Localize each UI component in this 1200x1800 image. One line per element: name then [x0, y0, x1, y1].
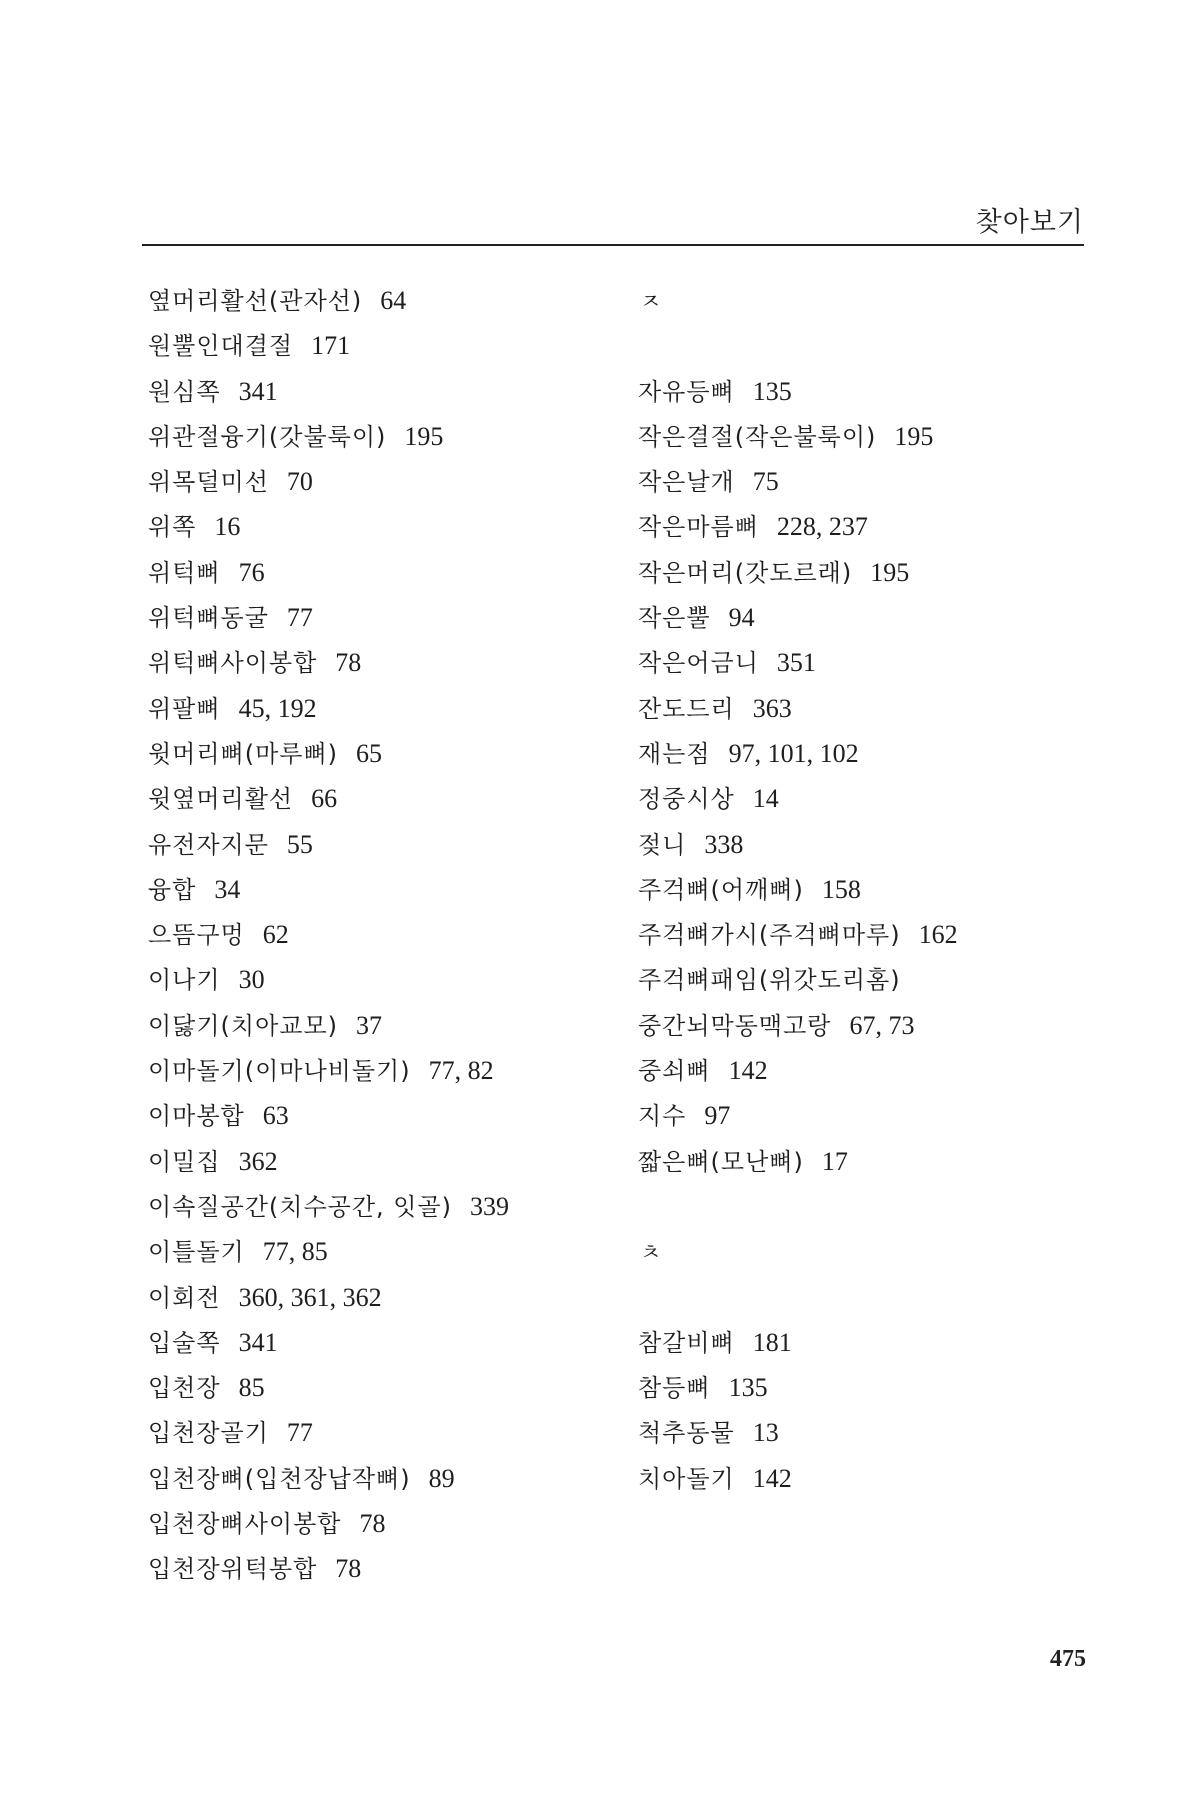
index-term: 위쪽 — [148, 513, 197, 542]
index-page-refs: 142 — [752, 1463, 792, 1493]
index-page-refs: 70 — [286, 467, 313, 497]
index-page-refs: 75 — [752, 467, 779, 497]
index-entry — [638, 912, 1098, 957]
index-page-refs: 341 — [238, 1327, 278, 1357]
index-page-refs: 37 — [356, 1010, 383, 1040]
index-page-refs: 135 — [728, 1373, 768, 1403]
index-page-refs: 341 — [238, 376, 278, 406]
index-term: 작은마름뼈 — [638, 513, 759, 542]
index-entry — [148, 1410, 618, 1455]
index-entry — [148, 1365, 618, 1410]
index-term: 중간뇌막동맥고랑 — [638, 1011, 832, 1040]
index-page-refs: 14 — [752, 784, 779, 814]
index-term: 지수 — [638, 1102, 687, 1131]
index-entry — [638, 369, 1098, 414]
index-page-refs: 34 — [214, 874, 241, 904]
index-page-refs: 78 — [335, 1554, 362, 1584]
index-section-heading — [638, 278, 1098, 323]
index-page-refs: 85 — [238, 1373, 265, 1403]
index-entry — [638, 731, 1098, 776]
index-page-refs: 360, 361, 362 — [238, 1282, 382, 1312]
index-term: 이닳기(치아교모) — [148, 1011, 339, 1040]
index-term: 원뿔인대결절 — [148, 332, 294, 361]
index-entry — [638, 1410, 1098, 1455]
index-entry — [638, 686, 1098, 731]
index-page-refs: 76 — [238, 557, 265, 587]
index-term: 참등뼈 — [638, 1374, 711, 1403]
index-term: 이마봉합 — [148, 1102, 245, 1131]
index-term: 윗머리뼈(마루뼈) — [148, 739, 339, 768]
index-spacer — [638, 323, 1098, 368]
index-term: 젖니 — [638, 830, 687, 859]
index-term: 입술쪽 — [148, 1328, 221, 1357]
index-entry — [148, 912, 618, 957]
index-entry — [638, 640, 1098, 685]
index-page-refs: 55 — [286, 829, 313, 859]
index-page-refs: 338 — [704, 829, 744, 859]
index-entry — [148, 1320, 618, 1365]
index-spacer — [638, 1184, 1098, 1229]
index-term: 주걱뼈패임(위갓도리홈) — [638, 966, 901, 995]
index-entry — [638, 1456, 1098, 1501]
index-entry — [638, 776, 1098, 821]
index-entry — [638, 550, 1098, 595]
index-term: 척추동물 — [638, 1419, 735, 1448]
index-term: 입천장 — [148, 1374, 221, 1403]
index-page-refs: 181 — [752, 1327, 792, 1357]
index-term: 작은머리(갓도르래) — [638, 558, 853, 587]
index-page-refs: 228, 237 — [776, 512, 868, 542]
section-letter: ㅊ — [640, 1241, 663, 1267]
index-page-refs: 65 — [356, 738, 383, 768]
running-header-title: 찾아보기 — [975, 207, 1084, 238]
index-entry — [148, 504, 618, 549]
index-entry — [148, 822, 618, 867]
index-page-refs: 351 — [776, 648, 816, 678]
index-entry — [148, 686, 618, 731]
index-term: 위턱뼈 — [148, 558, 221, 587]
index-entry — [638, 1048, 1098, 1093]
index-entry — [148, 1456, 618, 1501]
index-term: 작은어금니 — [638, 649, 759, 678]
index-page-refs: 77 — [286, 603, 313, 633]
index-entry — [148, 1093, 618, 1138]
index-entry — [148, 278, 618, 323]
index-entry — [148, 640, 618, 685]
index-page-refs: 195 — [404, 421, 444, 451]
index-section-heading — [638, 1229, 1098, 1274]
index-entry — [148, 1501, 618, 1546]
index-page-refs: 195 — [870, 557, 910, 587]
index-page-refs: 162 — [918, 920, 958, 950]
index-entry — [148, 1003, 618, 1048]
index-term: 주걱뼈(어깨뼈) — [638, 875, 804, 904]
index-page-refs: 77, 85 — [262, 1237, 328, 1267]
index-page-refs: 63 — [262, 1101, 289, 1131]
index-term: 중쇠뼈 — [638, 1057, 711, 1086]
index-term: 위목덜미선 — [148, 468, 269, 497]
index-entry — [638, 957, 1098, 1002]
index-term: 입천장위턱봉합 — [148, 1555, 318, 1584]
index-term: 짧은뼈(모난뼈) — [638, 1147, 804, 1176]
index-term: 윗옆머리활선 — [148, 785, 294, 814]
index-entry — [148, 1546, 618, 1591]
index-term: 작은뿔 — [638, 604, 711, 633]
index-term: 이틀돌기 — [148, 1238, 245, 1267]
index-page-refs: 13 — [752, 1418, 779, 1448]
index-term: 위팔뼈 — [148, 694, 221, 723]
index-entry — [638, 504, 1098, 549]
index-entry — [638, 1320, 1098, 1365]
index-entry — [148, 1229, 618, 1274]
index-entry — [148, 776, 618, 821]
index-entry — [148, 459, 618, 504]
index-entry — [148, 414, 618, 459]
page-number: 475 — [1050, 1646, 1086, 1672]
index-entry — [148, 323, 618, 368]
index-entry — [638, 1365, 1098, 1410]
index-term: 원심쪽 — [148, 377, 221, 406]
index-entry — [148, 731, 618, 776]
index-term: 작은날개 — [638, 468, 735, 497]
index-term: 작은결절(작은불룩이) — [638, 422, 877, 451]
index-term: 주걱뼈가시(주걱뼈마루) — [638, 921, 901, 950]
index-page-refs: 195 — [894, 421, 934, 451]
index-column-left — [148, 278, 618, 1592]
index-term: 유전자지문 — [148, 830, 269, 859]
index-column-right — [638, 278, 1098, 1501]
index-page-refs: 363 — [752, 693, 792, 723]
index-page-refs: 135 — [752, 376, 792, 406]
index-term: 입천장뼈(입천장납작뼈) — [148, 1464, 411, 1493]
index-page-refs: 77, 82 — [428, 1056, 494, 1086]
index-term: 이마돌기(이마나비돌기) — [148, 1057, 411, 1086]
index-entry — [148, 867, 618, 912]
index-page-refs: 89 — [428, 1463, 455, 1493]
index-entry — [638, 1139, 1098, 1184]
index-entry — [638, 595, 1098, 640]
index-page-refs: 78 — [359, 1509, 386, 1539]
index-term: 이나기 — [148, 966, 221, 995]
index-page-refs: 30 — [238, 965, 265, 995]
index-page-refs: 97 — [704, 1101, 731, 1131]
index-page-refs: 78 — [335, 648, 362, 678]
index-term: 위턱뼈사이봉합 — [148, 649, 318, 678]
index-page-refs: 97, 101, 102 — [728, 738, 859, 768]
index-term: 위관절융기(갓불룩이) — [148, 422, 387, 451]
index-entry — [148, 1275, 618, 1320]
index-term: 입천장골기 — [148, 1419, 269, 1448]
index-term: 참갈비뼈 — [638, 1328, 735, 1357]
index-page-refs: 158 — [821, 874, 861, 904]
index-term: 융합 — [148, 875, 197, 904]
index-entry — [148, 550, 618, 595]
index-page-refs: 67, 73 — [849, 1010, 915, 1040]
index-term: 이회전 — [148, 1283, 221, 1312]
index-entry — [148, 595, 618, 640]
index-term: 옆머리활선(관자선) — [148, 287, 363, 315]
index-entry — [638, 867, 1098, 912]
index-term: 입천장뼈사이봉합 — [148, 1510, 342, 1539]
index-term: 정중시상 — [638, 785, 735, 814]
index-entry — [638, 1093, 1098, 1138]
index-entry — [148, 957, 618, 1002]
index-page-refs: 64 — [380, 286, 407, 315]
index-entry — [638, 414, 1098, 459]
index-term: 이밀집 — [148, 1147, 221, 1176]
index-term: 치아돌기 — [638, 1464, 735, 1493]
index-page-refs: 171 — [311, 331, 351, 361]
index-page-refs: 77 — [286, 1418, 313, 1448]
index-entry — [148, 1139, 618, 1184]
index-entry — [148, 1048, 618, 1093]
header-divider — [142, 244, 1084, 246]
index-entry — [638, 822, 1098, 867]
index-page-refs: 17 — [821, 1146, 848, 1176]
index-term: 이속질공간(치수공간, 잇골) — [148, 1192, 453, 1221]
index-term: 위턱뼈동굴 — [148, 604, 269, 633]
index-spacer — [638, 1275, 1098, 1320]
index-entry — [638, 1003, 1098, 1048]
section-letter: ㅈ — [640, 290, 663, 315]
index-page-refs: 362 — [238, 1146, 278, 1176]
index-page-refs: 66 — [311, 784, 338, 814]
index-page-refs: 16 — [214, 512, 241, 542]
index-page-refs: 142 — [728, 1056, 768, 1086]
index-page-refs: 62 — [262, 920, 289, 950]
index-term: 자유등뼈 — [638, 377, 735, 406]
index-term: 으뜸구멍 — [148, 921, 245, 950]
index-entry — [148, 369, 618, 414]
index-entry — [638, 459, 1098, 504]
index-page-refs: 45, 192 — [238, 693, 317, 723]
index-page-refs: 339 — [470, 1191, 510, 1221]
index-term: 잔도드리 — [638, 694, 735, 723]
index-page-refs: 94 — [728, 603, 755, 633]
index-term: 재는점 — [638, 739, 711, 768]
index-entry — [148, 1184, 618, 1229]
